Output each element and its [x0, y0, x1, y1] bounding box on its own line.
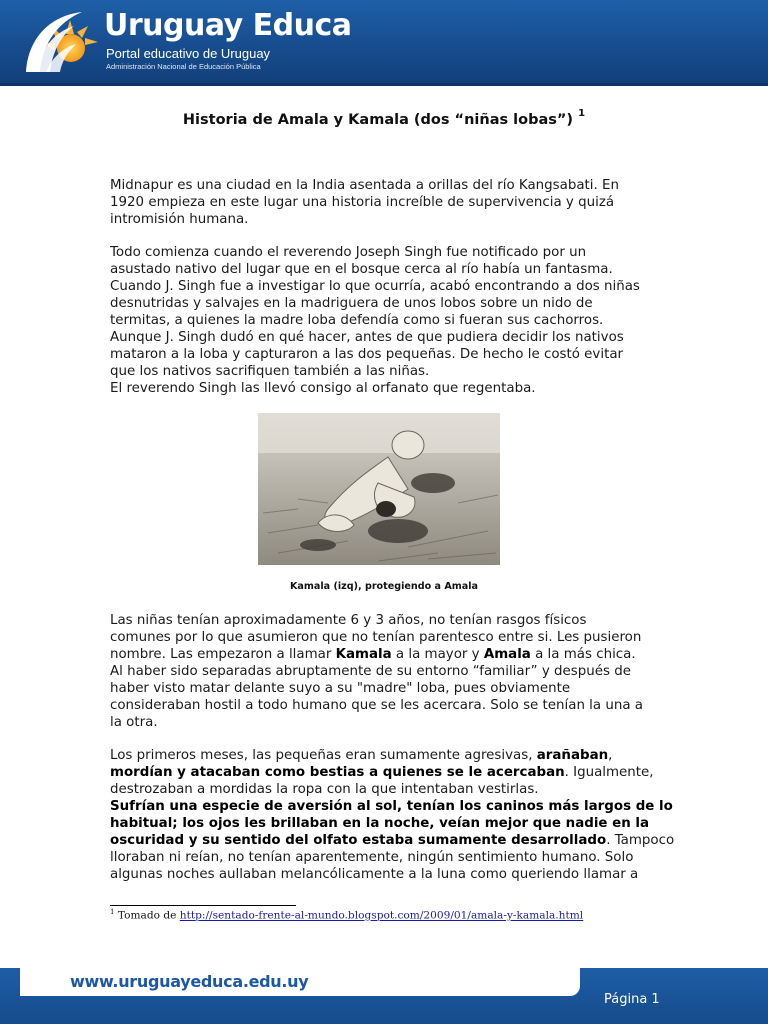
bold-span: habitual; los ojos les brillaban en la noche, veían mejor que nadie en la: [110, 816, 650, 831]
name-kamala: Kamala: [335, 647, 392, 662]
title-footnote-ref: 1: [578, 108, 586, 119]
text-line: [110, 764, 670, 781]
historical-photo: [258, 413, 500, 565]
text-span: . Igualmente,: [564, 765, 654, 780]
text-line: algunas noches aullaban melancólicamente a la luna como queriendo llamar a: [110, 867, 639, 882]
text-line: asustado nativo del lugar que en el bosque cerca al río había un fantasma.: [110, 262, 613, 277]
text-line: [110, 646, 670, 663]
header-banner: [0, 0, 768, 86]
document-title-text: Historia de Amala y Kamala (dos “niñas lobas”): [182, 111, 574, 128]
paragraph-intro: [110, 177, 670, 228]
photo-caption: Kamala (izq), protegiendo a Amala: [289, 581, 479, 592]
paragraph-names: [110, 612, 670, 731]
footnote-number: 1: [110, 908, 115, 916]
text-line: [110, 815, 670, 832]
text-span: a la más chica.: [530, 647, 636, 662]
text-line: que los nativos sacrifiquen también a las niñas.: [110, 364, 430, 379]
text-line: consideraban hostil a todo humano que se les acercara. Solo se tenían la una a: [110, 698, 644, 713]
name-amala: Amala: [483, 647, 531, 662]
text-line: comunes por lo que asumieron que no tenían parentesco entre si. Les pusieron: [110, 630, 642, 645]
text-line: lloraban ni reían, no tenían aparentemente, ningún sentimiento humano. Solo: [110, 850, 634, 865]
text-line: Aunque J. Singh dudó en qué hacer, antes de que pudiera decidir los nativos: [110, 330, 624, 345]
brand-tagline: Administración Nacional de Educación Pública: [106, 62, 261, 71]
photo-illustration: [258, 413, 500, 565]
text-line: desnutridas y salvajes en la madriguera de unos lobos sobre un nido de: [110, 296, 593, 311]
text-line: Midnapur es una ciudad en la India asentada a orillas del río Kangsabati. En: [110, 178, 619, 193]
text-line: Todo comienza cuando el reverendo Joseph Singh fue notificado por un: [110, 245, 587, 260]
footnote: [110, 908, 583, 922]
brand-subtitle: Portal educativo de Uruguay: [106, 46, 271, 61]
bold-span: oscuridad y su sentido del olfato estaba sumamente desarrollado: [110, 833, 607, 848]
uruguay-educa-logo-icon: [22, 10, 104, 76]
brand-title: Uruguay Educa: [104, 8, 352, 43]
text-line: [110, 832, 675, 849]
footer-website-url[interactable]: www.uruguayeduca.edu.uy: [70, 972, 309, 991]
text-line: El reverendo Singh las llevó consigo al orfanato que regentaba.: [110, 381, 536, 396]
text-span: ,: [608, 748, 613, 763]
paragraph-behavior: [110, 747, 675, 883]
text-span: Los primeros meses, las pequeñas eran sumamente agresivas,: [110, 748, 537, 763]
page-number: Página 1: [604, 992, 660, 1007]
text-span: . Tampoco: [606, 833, 675, 848]
text-span: nombre. Las empezaron a llamar: [110, 647, 336, 662]
text-line: [110, 747, 670, 764]
text-line: 1920 empieza en este lugar una historia increíble de supervivencia y quizá: [110, 195, 615, 210]
bold-span: arañaban: [536, 748, 609, 763]
text-line: la otra.: [110, 715, 158, 730]
bold-span: mordían y atacaban como bestias a quienes se le acercaban: [110, 765, 565, 780]
document-title: [0, 110, 768, 128]
bold-span: Sufrían una especie de aversión al sol, tenían los caninos más largos de lo: [110, 799, 673, 814]
text-line: Las niñas tenían aproximadamente 6 y 3 años, no tenían rasgos físicos: [110, 613, 587, 628]
paragraph-discovery: [110, 244, 670, 397]
text-line: mataron a la loba y capturaron a las dos pequeñas. De hecho le costó evitar: [110, 347, 624, 362]
text-line: Al haber sido separadas abruptamente de su entorno “familiar” y después de: [110, 664, 631, 679]
text-line: destrozaban a mordidas la ropa con la que intentaban vestirlas.: [110, 782, 539, 797]
footnote-prefix: Tomado de: [114, 909, 180, 922]
text-line: [110, 798, 673, 815]
text-line: termitas, a quienes la madre loba defendía como si fueran sus cachorros.: [110, 313, 604, 328]
text-line: haber visto matar delante suyo a su "madre" loba, pues obviamente: [110, 681, 571, 696]
text-line: Cuando J. Singh fue a investigar lo que ocurría, acabó encontrando a dos niñas: [110, 279, 640, 294]
footnote-divider: [110, 905, 296, 906]
footnote-source-link[interactable]: http://sentado-frente-al-mundo.blogspot.com/2009/01/amala-y-kamala.html: [179, 909, 584, 922]
footer-bar: [0, 968, 768, 1024]
text-line: intromisión humana.: [110, 212, 249, 227]
text-span: a la mayor y: [391, 647, 484, 662]
